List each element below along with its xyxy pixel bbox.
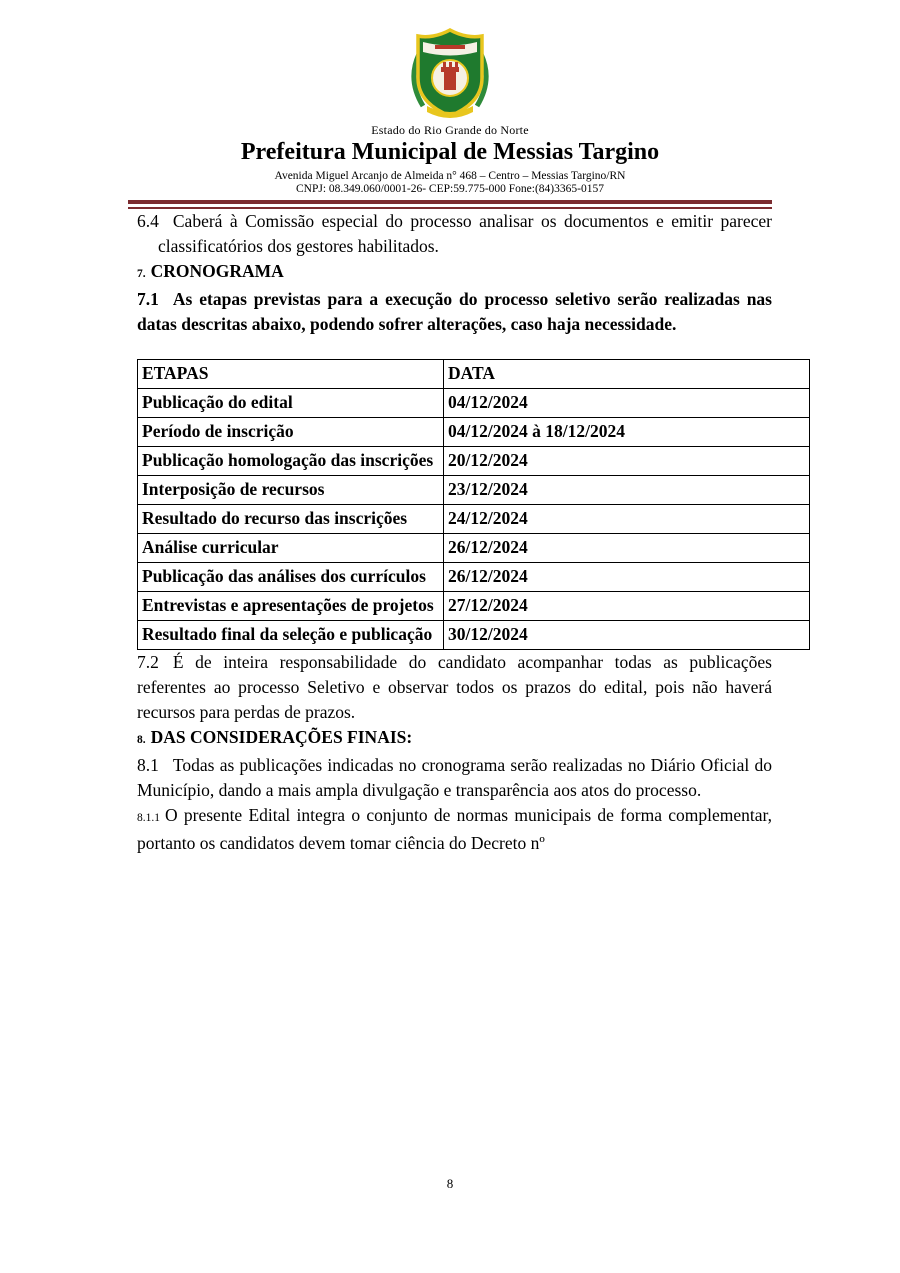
page-number: 8 — [446, 1176, 454, 1191]
paragraph-text: Caberá à Comissão especial do processo analisar os documentos e emitir parecer classificatórios dos gestores habilitados. — [158, 210, 772, 256]
paragraph-number: 8.1 — [137, 754, 159, 775]
table-row — [138, 446, 810, 475]
column-header-data: DATA — [444, 359, 810, 388]
table-row — [138, 417, 810, 446]
etapa-cell: Publicação homologação das inscrições — [138, 446, 444, 475]
coat-of-arms-icon — [407, 26, 493, 120]
coat-of-arms-logo — [0, 26, 900, 120]
etapa-cell: Resultado final da seleção e publicação — [138, 620, 444, 649]
address-line: Avenida Miguel Arcanjo de Almeida n° 468 – Centro – Messias Targino/RN — [274, 169, 626, 182]
etapa-cell: Publicação do edital — [138, 388, 444, 417]
table-row — [138, 620, 810, 649]
table-row — [138, 504, 810, 533]
etapa-cell: Entrevistas e apresentações de projetos — [138, 591, 444, 620]
paragraph-number: 7.2 — [137, 651, 159, 672]
paragraph-number: 7.1 — [137, 288, 159, 309]
paragraph-text: É de inteira responsabilidade do candidato acompanhar todas as publicações referentes ao processo Seletivo e observar todos os prazos do edital, pois não haverá recursos para perdas de prazos. — [137, 651, 772, 722]
data-cell: 23/12/2024 — [444, 475, 810, 504]
paragraph-8-1 — [137, 753, 772, 803]
heading-8-consideracoes — [137, 725, 772, 753]
etapa-cell: Análise curricular — [138, 533, 444, 562]
table-row — [138, 562, 810, 591]
table-header-row — [138, 359, 810, 388]
data-cell: 04/12/2024 à 18/12/2024 — [444, 417, 810, 446]
paragraph-text: As etapas previstas para a execução do processo seletivo serão realizadas nas datas descritas abaixo, podendo sofrer alterações, caso haja necessidade. — [137, 288, 772, 334]
paragraph-text: O presente Edital integra o conjunto de normas municipais de forma complementar, portanto os candidatos devem tomar ciência do Decreto nº — [137, 804, 772, 853]
column-header-etapas: ETAPAS — [138, 359, 444, 388]
paragraph-text: Todas as publicações indicadas no cronograma serão realizadas no Diário Oficial do Município, dando a mais ampla divulgação e transparência aos atos do processo. — [137, 754, 772, 800]
heading-label: DAS CONSIDERAÇÕES FINAIS: — [150, 726, 413, 747]
data-cell: 04/12/2024 — [444, 388, 810, 417]
header-divider — [128, 200, 772, 209]
paragraph-7-1 — [137, 287, 772, 337]
cronograma-table — [137, 359, 810, 650]
state-line: Estado do Rio Grande do Norte — [371, 123, 529, 137]
document-header — [0, 0, 900, 209]
paragraph-7-2 — [137, 650, 772, 725]
paragraph-8-1-1 — [137, 803, 772, 856]
table-row — [138, 533, 810, 562]
etapa-cell: Período de inscrição — [138, 417, 444, 446]
municipality-title: Prefeitura Municipal de Messias Targino — [240, 139, 660, 165]
etapa-cell: Resultado do recurso das inscrições — [138, 504, 444, 533]
paragraph-number: 6.4 — [137, 210, 159, 231]
heading-7-cronograma — [137, 259, 772, 287]
data-cell: 26/12/2024 — [444, 533, 810, 562]
data-cell: 26/12/2024 — [444, 562, 810, 591]
table-row — [138, 475, 810, 504]
table-row — [138, 591, 810, 620]
paragraph-number: 8.1.1 — [137, 811, 160, 824]
data-cell: 24/12/2024 — [444, 504, 810, 533]
data-cell: 30/12/2024 — [444, 620, 810, 649]
heading-number: 7. — [137, 267, 146, 280]
heading-label: CRONOGRAMA — [150, 260, 284, 281]
etapa-cell: Interposição de recursos — [138, 475, 444, 504]
cnpj-line: CNPJ: 08.349.060/0001-26- CEP:59.775-000 Fone:(84)3365-0157 — [296, 182, 604, 195]
document-body — [137, 209, 772, 856]
data-cell: 27/12/2024 — [444, 591, 810, 620]
data-cell: 20/12/2024 — [444, 446, 810, 475]
etapa-cell: Publicação das análises dos currículos — [138, 562, 444, 591]
paragraph-6-4 — [137, 209, 772, 259]
heading-number: 8. — [137, 733, 146, 746]
table-row — [138, 388, 810, 417]
